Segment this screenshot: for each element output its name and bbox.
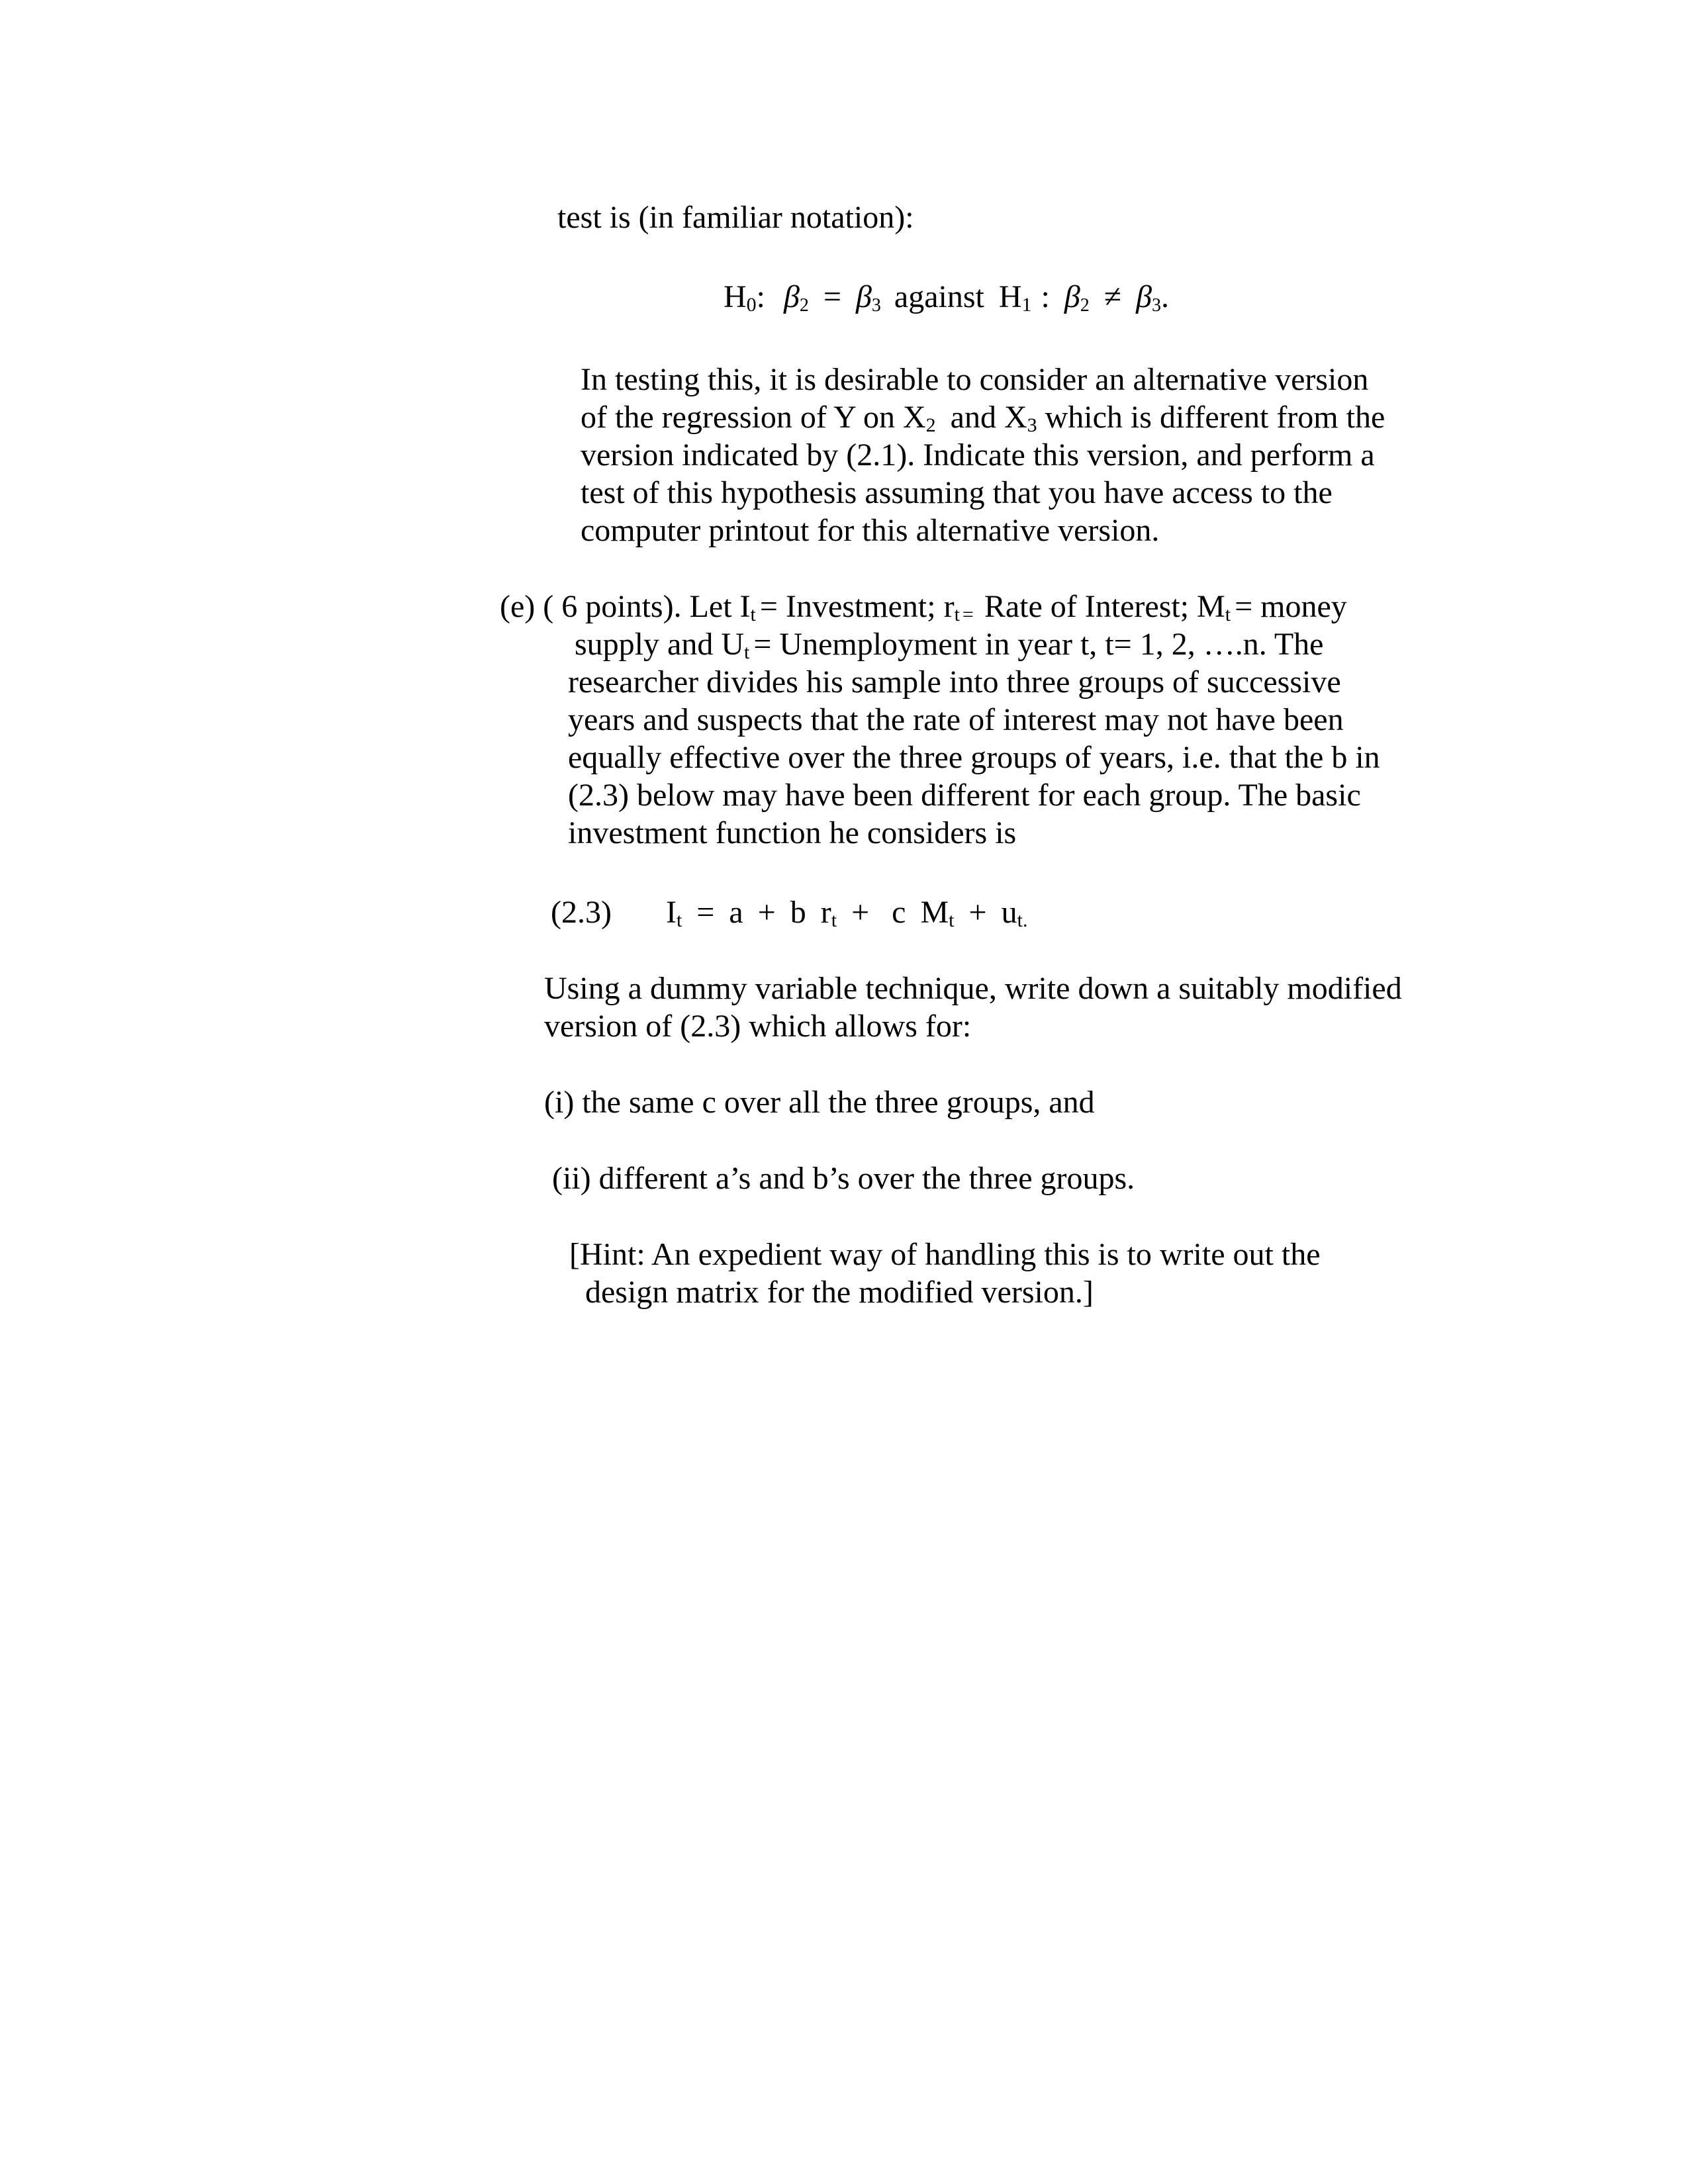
part-e-line-1: (e) ( 6 points). Let $I_t$ = Investment; $r_t$ $_=$ Rate of Interest; $M_t$ = money xyxy=(500,589,1347,625)
part-e-line-6: (2.3) below may have been different for each group. The basic xyxy=(568,778,1361,813)
equals-sign: = xyxy=(823,279,841,314)
item-ii: (ii) different a’s and b’s over the three groups. xyxy=(552,1161,1135,1196)
beta-2b: β xyxy=(1064,279,1080,314)
h1-sub: 1 xyxy=(1021,294,1032,316)
hypothesis-period: . xyxy=(1161,279,1170,314)
beta-3-sub: 3 xyxy=(871,295,881,316)
part-e-line-7: investment function he considers is xyxy=(568,815,1017,850)
beta-2b-sub: 2 xyxy=(1080,295,1090,316)
para-d-line-4: test of this hypothesis assuming that you have access to the xyxy=(581,475,1333,510)
hint-line-2: design matrix for the modified version.] xyxy=(585,1275,1094,1310)
h0-sub: 0 xyxy=(746,294,757,316)
h0-label: H xyxy=(724,279,747,314)
para-d-line-3: version indicated by (2.1). Indicate this version, and perform a xyxy=(581,437,1375,473)
intro-line xyxy=(557,199,914,236)
intro-text: test is (in familiar notation): xyxy=(557,200,914,235)
equation-2-3: (2.3) $I_t = a + b$ $r_t + c$ $M_t + u_{t.}$ xyxy=(551,895,1028,931)
para-d-line-5: computer printout for this alternative version. xyxy=(581,513,1160,548)
not-equal-sign: ≠ xyxy=(1103,279,1122,314)
beta-3: β xyxy=(856,279,872,314)
against-word: against xyxy=(894,279,984,314)
dummy-line-2: version of (2.3) which allows for: xyxy=(544,1009,972,1044)
beta-3b-sub: 3 xyxy=(1152,295,1162,316)
hypothesis-line xyxy=(724,278,1169,324)
x2-sub: 2 xyxy=(925,414,936,436)
para-d-line-1: In testing this, it is desirable to consider an alternative version xyxy=(581,362,1369,397)
hint-line-1: [Hint: An expedient way of handling this is to write out the xyxy=(569,1237,1321,1272)
item-i: (i) the same c over all the three groups, and xyxy=(544,1085,1095,1120)
beta-2: β xyxy=(784,279,800,314)
h1-colon: : xyxy=(1041,279,1050,314)
beta-3b: β xyxy=(1136,279,1152,314)
part-e-line-4: years and suspects that the rate of interest may not have been xyxy=(568,702,1344,737)
dummy-line-1: Using a dummy variable technique, write down a suitably modified xyxy=(544,971,1402,1006)
part-e-line-3: researcher divides his sample into three groups of successive xyxy=(568,664,1341,700)
h0-colon: : xyxy=(756,279,766,314)
part-e-line-2: supply and $U_t$ = Unemployment in year t, t= 1, 2, ….n. The xyxy=(575,627,1324,663)
x3-sub: 3 xyxy=(1027,414,1037,436)
equation-number: (2.3) xyxy=(551,895,612,930)
part-e-line-5: equally effective over the three groups of years, i.e. that the b in xyxy=(568,740,1380,775)
h1-label: H xyxy=(998,279,1022,314)
para-d-line-2: of the regression of Y on $X_2$ and $X_3$ which is different from the xyxy=(581,400,1385,436)
beta-2-sub: 2 xyxy=(799,295,809,316)
